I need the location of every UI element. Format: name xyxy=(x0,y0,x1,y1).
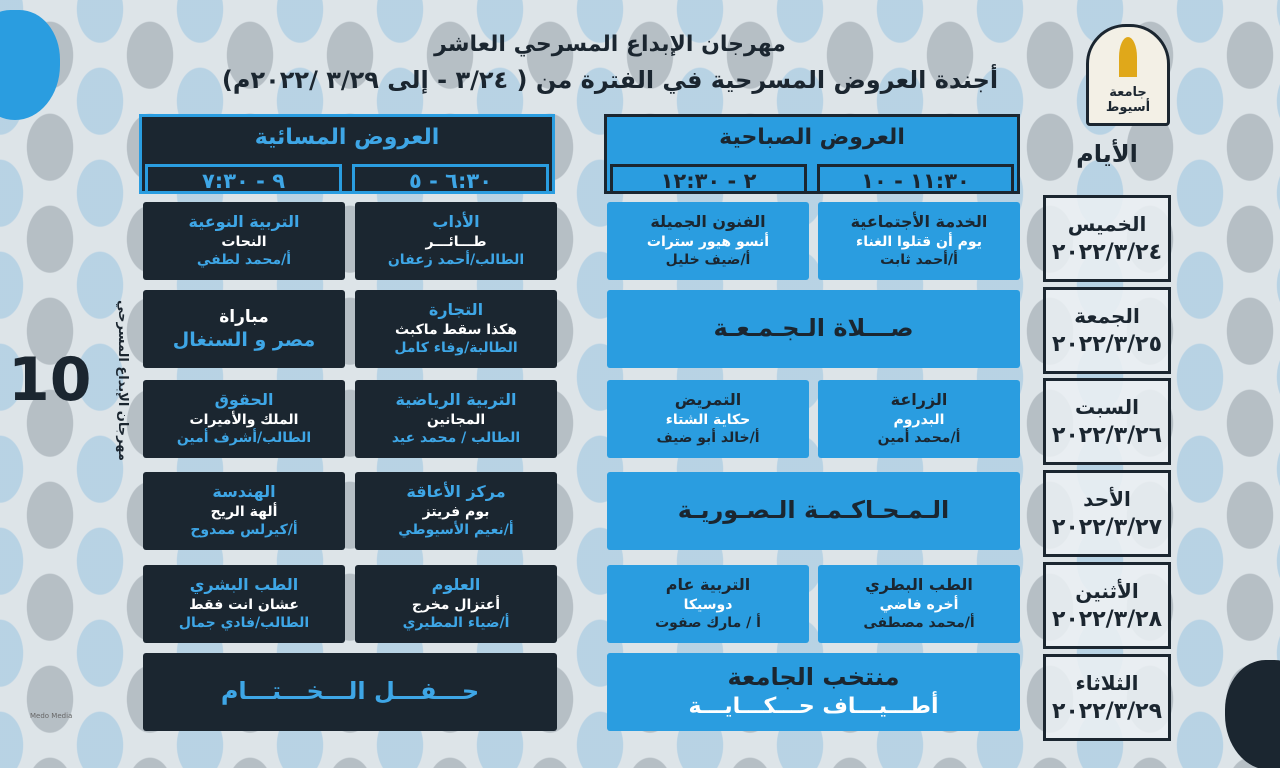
faculty-name: الطب البشري xyxy=(189,575,299,595)
day-box xyxy=(1043,195,1171,282)
play-title: أخره فاضي xyxy=(879,597,959,614)
days-header: الأيام xyxy=(1076,140,1138,168)
day-name: السبت xyxy=(1074,395,1140,419)
festival-logo xyxy=(8,290,133,490)
morning-time-slot-2: ٢ - ١٢:٣٠ xyxy=(610,164,807,194)
day-box xyxy=(1043,287,1171,374)
faculty-name: صـــلاة الـجـمـعـة xyxy=(713,314,914,343)
morning-show-cell xyxy=(818,202,1020,280)
faculty-name: التربية عام xyxy=(665,575,751,595)
play-title: هكذا سقط ماكبث xyxy=(395,322,517,339)
morning-shows-title: العروض الصباحية xyxy=(719,125,905,150)
day-date: ٢٠٢٢/٣/٢٤ xyxy=(1051,240,1163,265)
director-name: الطالب/أحمد زعفان xyxy=(387,252,525,269)
day-box xyxy=(1043,470,1171,557)
evening-show-cell xyxy=(143,202,345,280)
play-title: أعتزال مخرج xyxy=(411,597,501,614)
morning-show-cell xyxy=(607,290,1020,368)
evening-show-cell xyxy=(355,202,557,280)
morning-show-cell xyxy=(607,565,809,643)
schedule-subtitle: أجندة العروض المسرحية في الفترة من ( ٣/٢٤ - إلى ٣/٢٩ /٢٠٢٢م) xyxy=(221,66,999,94)
day-date: ٢٠٢٢/٣/٢٥ xyxy=(1051,332,1163,357)
faculty-name: الأداب xyxy=(432,212,480,232)
director-name: الطالب/أشرف أمين xyxy=(176,430,312,447)
play-title: الملك والأميرات xyxy=(189,412,299,429)
play-title: المجانين xyxy=(426,412,486,429)
evening-time-slot-1: ٦:٣٠ - ٥ xyxy=(352,164,549,194)
morning-show-cell xyxy=(607,202,809,280)
faculty-name: الهندسة xyxy=(212,482,276,502)
director-name: الطالبة/وفاء كامل xyxy=(394,340,518,357)
morning-show-cell xyxy=(607,472,1020,550)
play-title: بوم فريتز xyxy=(422,504,490,521)
evening-show-cell xyxy=(355,380,557,458)
theatre-mask-decoration xyxy=(0,10,60,120)
evening-show-cell xyxy=(143,653,557,731)
director-name: أ / مارك صفوت xyxy=(655,615,761,632)
day-name: الجمعة xyxy=(1074,304,1140,328)
evening-time-slot-2: ٩ - ٧:٣٠ xyxy=(145,164,342,194)
director-name: أ/نعيم الأسيوطي xyxy=(398,522,514,539)
director-name: أ/كيرلس ممدوح xyxy=(190,522,298,539)
play-title: مباراة xyxy=(219,306,269,327)
faculty-name: الخدمة الأجتماعية xyxy=(850,212,988,232)
morning-show-cell xyxy=(818,380,1020,458)
play-title: دوسيكا xyxy=(683,597,733,614)
evening-show-cell xyxy=(355,472,557,550)
theatre-mask-decoration xyxy=(1225,660,1280,768)
day-name: الثلاثاء xyxy=(1075,671,1139,695)
evening-shows-title: العروض المسائية xyxy=(254,125,440,150)
faculty-name: التربية النوعية xyxy=(188,212,300,232)
faculty-name: الطب البطري xyxy=(865,575,973,595)
evening-show-cell xyxy=(143,380,345,458)
director-name: أ/خالد أبو ضيف xyxy=(656,430,760,447)
day-date: ٢٠٢٢/٣/٢٨ xyxy=(1051,607,1163,632)
faculty-name: مركز الأعاقة xyxy=(406,482,506,502)
morning-time-slot-1: ١١:٣٠ - ١٠ xyxy=(817,164,1014,194)
play-title: حكاية الشتاء xyxy=(665,412,751,429)
play-title: يوم أن قتلوا الغناء xyxy=(856,234,982,251)
faculty-name: الفنون الجميلة xyxy=(650,212,766,232)
director-name: أ/أحمد ثابت xyxy=(880,252,958,269)
director-name: أ/ضيف خليل xyxy=(665,252,751,269)
play-title: ألهة الريح xyxy=(210,504,278,521)
day-box xyxy=(1043,562,1171,649)
play-title: النحات xyxy=(221,234,267,251)
faculty-name: العلوم xyxy=(431,575,481,595)
morning-show-cell xyxy=(818,565,1020,643)
festival-logo-text: مهرجان الإبداع المسرحي xyxy=(115,300,130,461)
faculty-name: التجارة xyxy=(428,300,484,320)
evening-show-cell xyxy=(355,565,557,643)
play-title: البدروم xyxy=(893,412,945,429)
morning-show-cell xyxy=(607,380,809,458)
faculty-name: الـمـحـاكـمـة الـصـوريـة xyxy=(677,496,950,525)
day-name: الأثنين xyxy=(1075,579,1139,603)
morning-shows-header xyxy=(604,114,1020,194)
faculty-name: حـــفـــل الـــخـــتـــام xyxy=(220,677,480,706)
designer-credit: Medo Media xyxy=(30,712,73,720)
faculty-name: التربية الرياضية xyxy=(395,390,517,410)
day-name: الخميس xyxy=(1067,212,1147,236)
festival-title: مهرجان الإبداع المسرحي العاشر xyxy=(434,32,786,57)
day-date: ٢٠٢٢/٣/٢٩ xyxy=(1051,699,1163,724)
evening-show-cell xyxy=(143,472,345,550)
evening-show-cell xyxy=(143,565,345,643)
day-date: ٢٠٢٢/٣/٢٧ xyxy=(1051,515,1163,540)
faculty-name: الزراعة xyxy=(890,390,948,410)
day-name: الأحد xyxy=(1083,487,1131,511)
day-date: ٢٠٢٢/٣/٢٦ xyxy=(1051,423,1163,448)
director-name: مصر و السنغال xyxy=(172,328,316,351)
faculty-name: منتخب الجامعة xyxy=(727,663,900,692)
play-title: طـــائـــر xyxy=(425,234,487,251)
play-title: أنسو هيور سترات xyxy=(646,234,770,251)
director-name: الطالب / محمد عيد xyxy=(391,430,521,447)
morning-show-cell xyxy=(607,653,1020,731)
play-title: أطـــيـــاف حـــكـــايـــة xyxy=(688,694,939,720)
festival-logo-number: 10 xyxy=(8,345,92,415)
director-name: أ/ضياء المطيري xyxy=(402,615,510,632)
university-logo xyxy=(1086,24,1170,126)
evening-show-cell xyxy=(355,290,557,368)
evening-shows-header xyxy=(139,114,555,194)
play-title: عشان انت فقط xyxy=(189,597,299,614)
faculty-name: التمريض xyxy=(674,390,742,410)
university-logo-text: جامعة أسيوط xyxy=(1105,85,1151,115)
day-box xyxy=(1043,378,1171,465)
day-box xyxy=(1043,654,1171,741)
director-name: الطالب/فادي جمال xyxy=(178,615,310,632)
director-name: أ/محمد لطفي xyxy=(196,252,292,269)
faculty-name: الحقوق xyxy=(214,390,274,410)
director-name: أ/محمد مصطفى xyxy=(863,615,975,632)
director-name: أ/محمد أمين xyxy=(877,430,961,447)
evening-show-cell xyxy=(143,290,345,368)
